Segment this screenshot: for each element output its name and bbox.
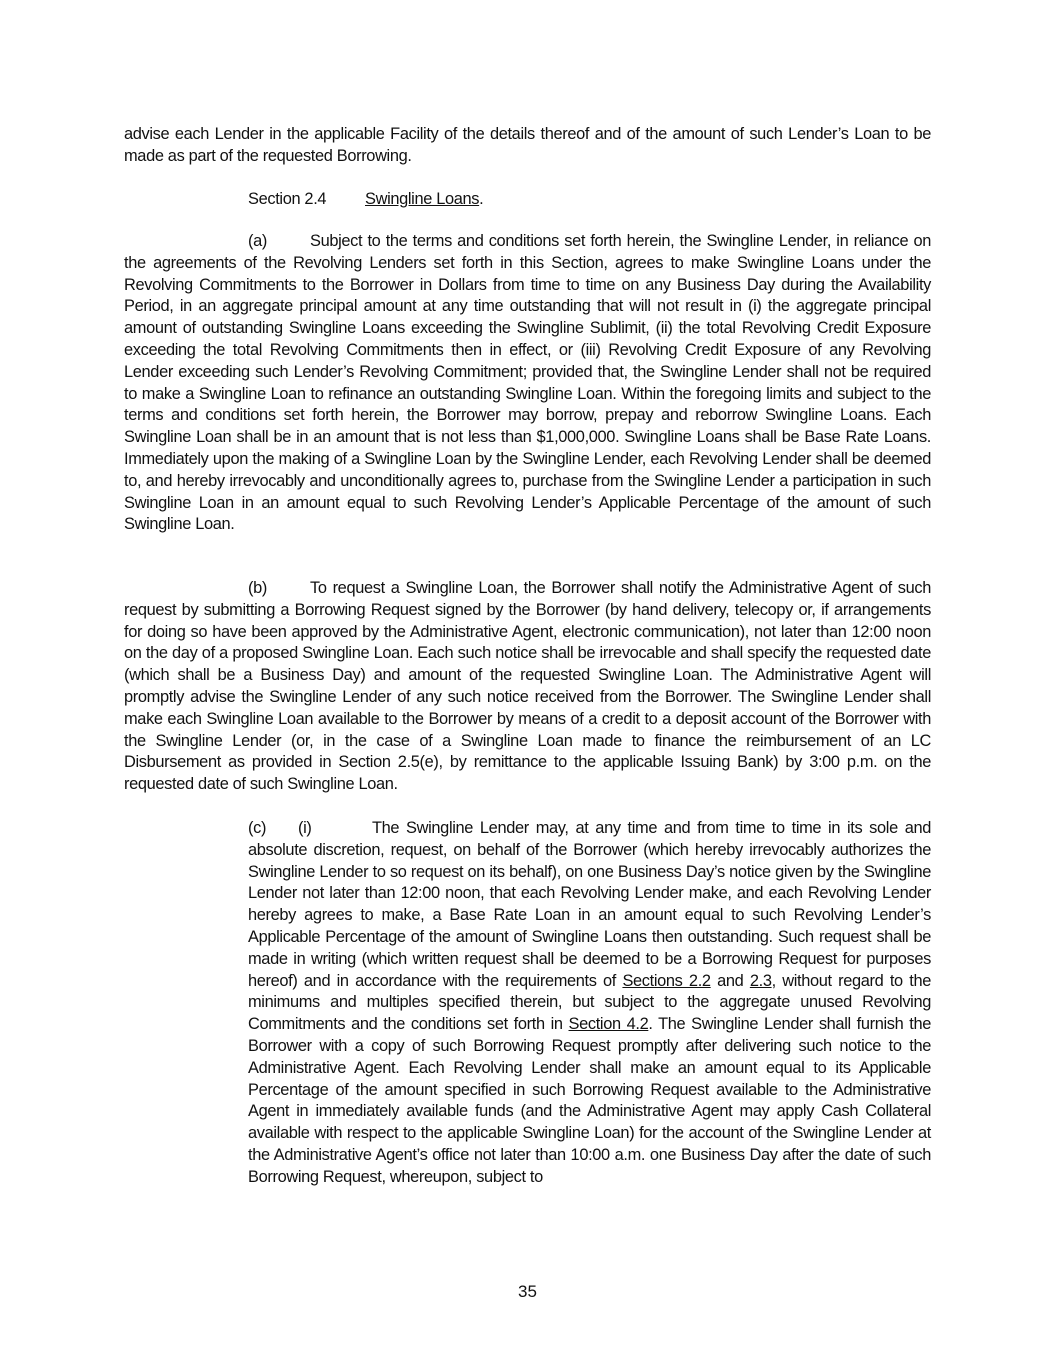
section-number: Section 2.4 (248, 190, 327, 208)
paragraph-c-text-3: , without regard to the minimums and multiples specified therein, but subject to the aggregate unused Revolving Commitments and the conditions set forth in (248, 971, 931, 1034)
paragraph-c-sublabel: (i) (298, 819, 312, 837)
cross-reference-section-4-2: Section 4.2 (568, 1015, 649, 1034)
paragraph-c-text-1: The Swingline Lender may, at any time and from time to time in its sole and absolute discretion, request, on behalf of the Borrower (which hereby irrevocably authorizes the Swingline Lender to so request on its behalf), on one Business Day’s notice given by the Swingline Lender not later than 12:00 noon, that each Revolving Lender make, and each Revolving Lender hereby agrees to make, a Base Rate Loan in an amount equal to such Revolving Lender’s Applicable Percentage of the amount of Swingline Loans then outstanding. Such request shall be made in writing (which written request shall be deemed to be a Borrowing Request for purposes hereof) and in accordance with the requirements of (248, 819, 931, 990)
cross-reference-2-3: 2.3 (749, 971, 772, 990)
cross-reference-sections-2-2: Sections 2.2 (622, 971, 711, 990)
section-title: Swingline Loans (365, 190, 480, 208)
paragraph-b-label: (b) (248, 579, 267, 597)
page-number: 35 (518, 1282, 537, 1301)
paragraph-a-text: Subject to the terms and conditions set forth herein, the Swingline Lender, in reliance on the agreements of the Revolving Lenders set forth in this Section, agrees to make Swingline Loans under the Revolving Commitments to the Borrower in Dollars from time to time on any Business Day during the Availability Period, in an aggregate principal amount at any time outstanding that will not result in (i) the aggregate principal amount of outstanding Swingline Loans exceeding the Swingline Sublimit, (ii) the total Revolving Credit Exposure exceeding the total Revolving Commitments then in effect, or (iii) Revolving Credit Exposure of any Revolving Lender exceeding such Lender’s Revolving Commitment; provided that, the Swingline Lender shall not be required to make a Swingline Loan to refinance an outstanding Swingline Loan. Within the foregoing limits and subject to the terms and conditions set forth herein, the Borrower may borrow, prepay and reborrow Swingline Loans. Each Swingline Loan shall be in an amount that is not less than $1,000,000. Swingline Loans shall be Base Rate Loans. Immediately upon the making of a Swingline Loan by the Swingline Lender, each Revolving Lender shall be deemed to, and hereby irrevocably and unconditionally agrees to, purchase from the Swingline Lender a participation in such Swingline Loan in an amount equal to such Revolving Lender’s Applicable Percentage of the amount of such Swingline Loan. (124, 232, 931, 534)
paragraph-c-text-2: and (710, 971, 750, 990)
paragraph-b-text: To request a Swingline Loan, the Borrower shall notify the Administrative Agent of such request by submitting a Borrowing Request signed by the Borrower (by hand delivery, telecopy or, if arrangements for doing so have been approved by the Administrative Agent, electronic communication), not later than 12:00 noon on the day of a proposed Swingline Loan. Each such notice shall be irrevocable and shall specify the requested date (which shall be a Business Day) and amount of the requested Swingline Loan. The Administrative Agent will promptly advise the Swingline Lender of any such notice received from the Borrower. The Swingline Lender shall make each Swingline Loan available to the Borrower by means of a credit to a deposit account of the Borrower with the Swingline Lender (or, in the case of a Swingline Loan made to finance the reimbursement of an LC Disbursement as provided in Section 2.5(e), by remittance to the applicable Issuing Bank) by 3:00 p.m. on the requested date of such Swingline Loan. (124, 579, 931, 794)
section-heading (248, 188, 483, 210)
paragraph-b (124, 578, 931, 796)
continuation-text: advise each Lender in the applicable Facility of the details thereof and of the amount of such Lender’s Loan to be made as part of the requested Borrowing. (124, 125, 931, 165)
paragraph-c-label: (c) (248, 819, 267, 837)
paragraph-c (248, 818, 931, 1189)
paragraph-a-label: (a) (248, 232, 267, 250)
continuation-paragraph (124, 124, 931, 168)
section-title-period: . (479, 190, 484, 208)
paragraph-c-text-4: . The Swingline Lender shall furnish the Borrower with a copy of such Borrowing Request promptly after delivering such notice to the Administrative Agent. Each Revolving Lender shall make an amount equal to its Applicable Percentage of the amount specified in such Borrowing Request available to the Administrative Agent in immediately available funds (and the Administrative Agent may apply Cash Collateral available with respect to the applicable Swingline Loan) for the account of the Swingline Lender at the Administrative Agent’s office not later than 10:00 a.m. one Business Day after the date of such Borrowing Request, whereupon, subject to (248, 1015, 931, 1186)
paragraph-a (124, 231, 931, 536)
